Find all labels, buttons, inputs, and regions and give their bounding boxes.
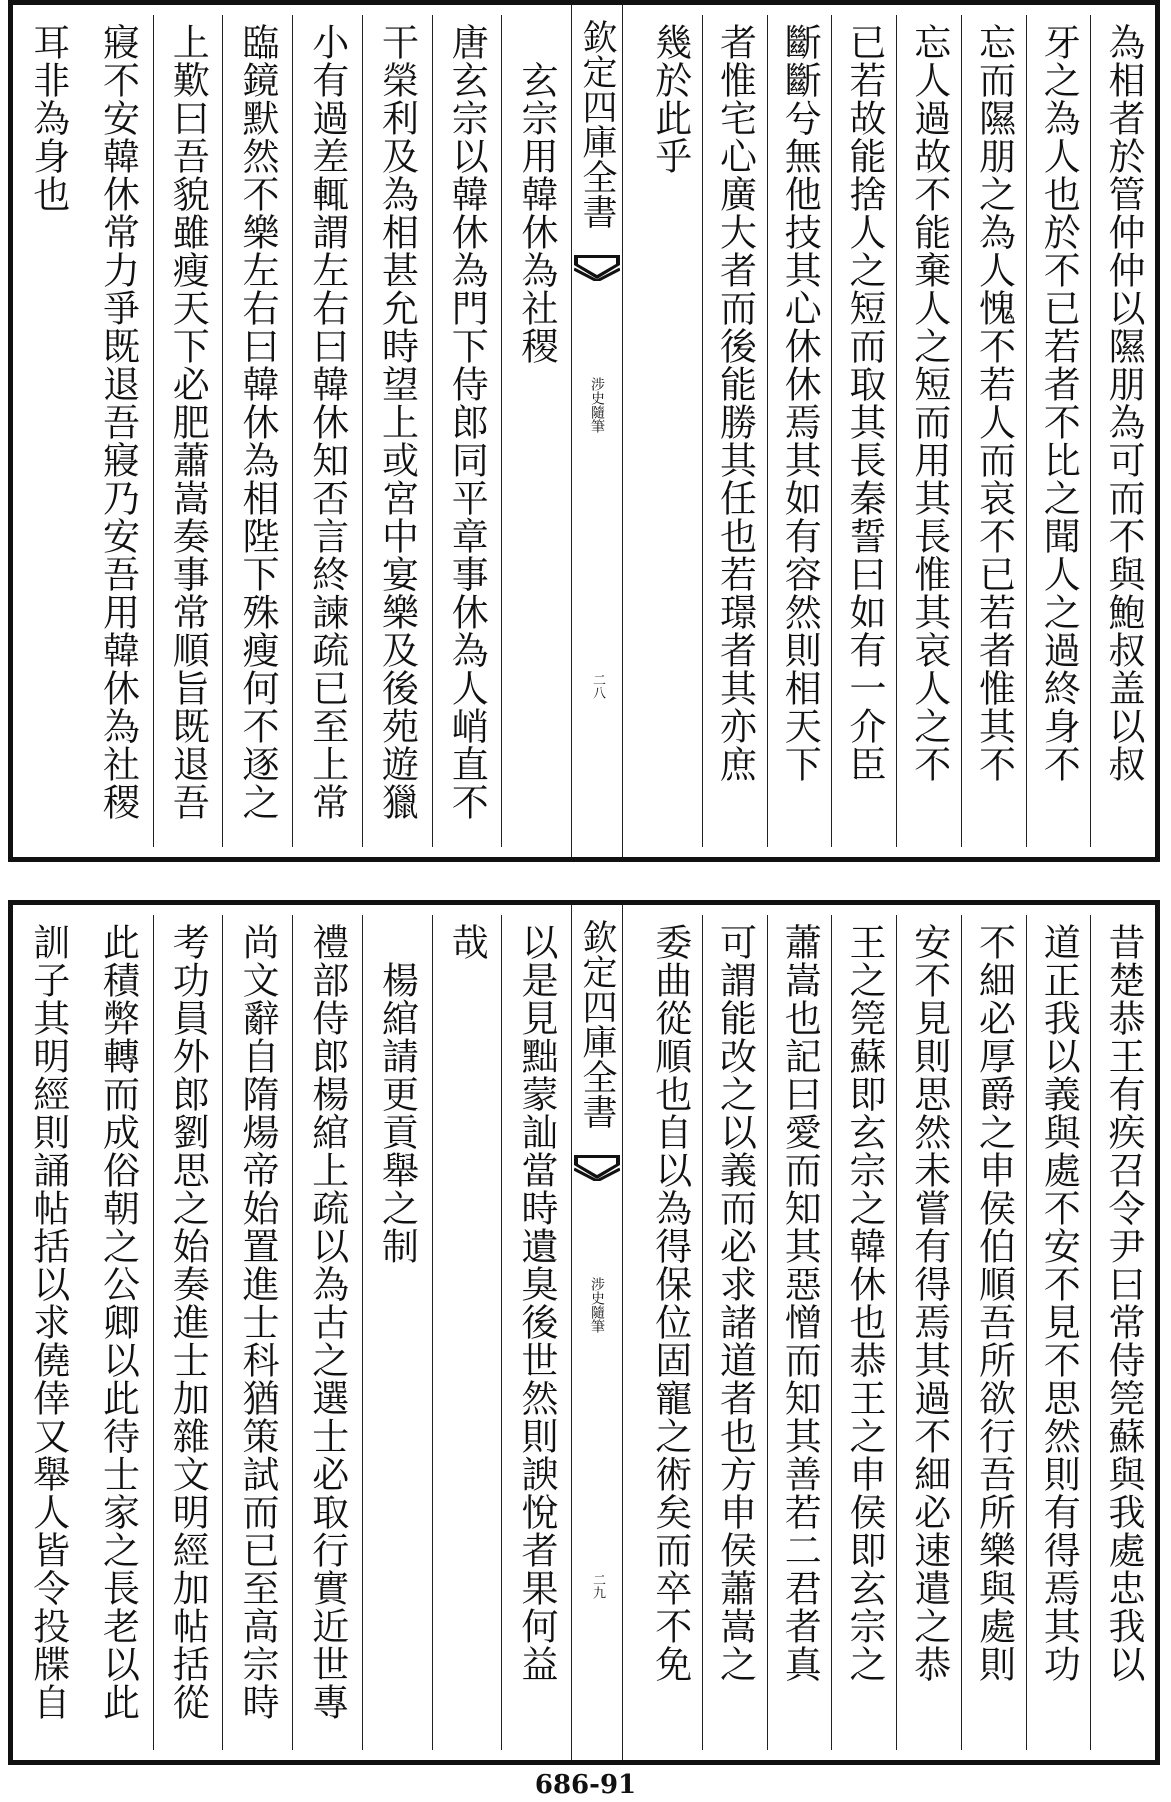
section-heading: 玄宗用韓休為社稷 [515,23,558,365]
text-column: 安不見則思然未嘗有得焉其過不細必速遣之恭 [907,923,951,1683]
page-number: 686-91 [534,1770,637,1800]
folio-number: 二八 [590,673,605,699]
text-column: 牙之為人也於不已若者不比之聞人之過終身不 [1037,23,1081,783]
text-column: 昔楚恭王有疾召令尹曰常侍筦蘇與我處忠我以 [1102,923,1145,1683]
book-title: 欽定四庫全書 [577,19,617,229]
fish-tail-icon [574,255,620,281]
text-column: 臨鏡默然不樂左右曰韓休為相陛下殊瘦何不逐之 [236,23,279,821]
section-heading: 楊綰請更貢舉之制 [375,923,419,1265]
text-column: 禮部侍郎楊綰上疏以為古之選士必取行實近世專 [305,923,349,1721]
center-fold [571,5,623,857]
text-column: 上歎曰吾貌雖瘦天下必肥蕭嵩奏事常順旨既退吾 [166,23,210,821]
folio-number: 二九 [590,1573,605,1599]
text-column: 寢不安韓休常力爭既退吾寢乃安吾用韓休為社稷 [96,23,140,821]
text-column: 訓子其明經則誦帖括以求僥倖又舉人皆令投牒自 [26,923,70,1721]
text-column: 忘人過故不能棄人之短而用其長惟其哀人之不 [907,23,951,783]
text-column: 考功員外郎劉思之始奏進士加雜文明經加帖括從 [166,923,210,1721]
text-column: 王之筦蘇即玄宗之韓休也恭王之申侯即玄宗之 [843,923,886,1683]
book-title: 欽定四庫全書 [577,919,617,1129]
text-column: 已若故能捨人之短而取其長秦誓曰如有一介臣 [843,23,886,783]
text-column: 可謂能改之以義而必求諸道者也方申侯蕭嵩之 [713,923,757,1683]
text-column: 委曲從順也自以為得保位固寵之術矣而卒不免 [648,923,692,1683]
text-column: 蕭嵩也記曰愛而知其惡憎而知其善若二君者真 [778,923,822,1683]
lower-page [8,900,1160,1765]
text-column: 小有過差輒謂左右曰韓休知否言終諫疏已至上常 [305,23,349,821]
text-column: 為相者於管仲仲以隰朋為可而不與鮑叔盖以叔 [1102,23,1145,783]
text-column: 以是見黜蒙訕當時遺臭後世然則諛悅者果何益 [515,923,558,1683]
section-title: 涉史隨筆 [589,377,605,433]
text-column: 哉 [445,923,489,961]
text-column: 此積弊轉而成俗朝之公卿以此待士家之長老以此 [96,923,140,1721]
text-column: 唐玄宗以韓休為門下侍郎同平章事休為人峭直不 [445,23,489,821]
section-title: 涉史隨筆 [589,1277,605,1333]
text-column: 斷斷兮無他技其心休休焉其如有容然則相天下 [778,23,822,783]
text-column: 者惟宅心廣大者而後能勝其任也若璟者其亦庶 [713,23,757,783]
text-column: 幾於此乎 [648,23,692,175]
text-column: 道正我以義與處不安不見不思然則有得焉其功 [1037,923,1081,1683]
upper-page [8,0,1160,862]
text-column: 干榮利及為相甚允時望上或宮中宴樂及後苑遊獵 [375,23,419,821]
text-column: 忘而隰朋之為人愧不若人而哀不已若者惟其不 [972,23,1016,783]
text-column: 尚文辭自隋煬帝始置進士科猶策試而已至高宗時 [236,923,279,1721]
text-column: 耳非為身也 [26,23,70,213]
center-fold [571,905,623,1760]
fish-tail-icon [574,1155,620,1181]
text-column: 不細必厚爵之申侯伯順吾所欲行吾所樂與處則 [972,923,1016,1683]
